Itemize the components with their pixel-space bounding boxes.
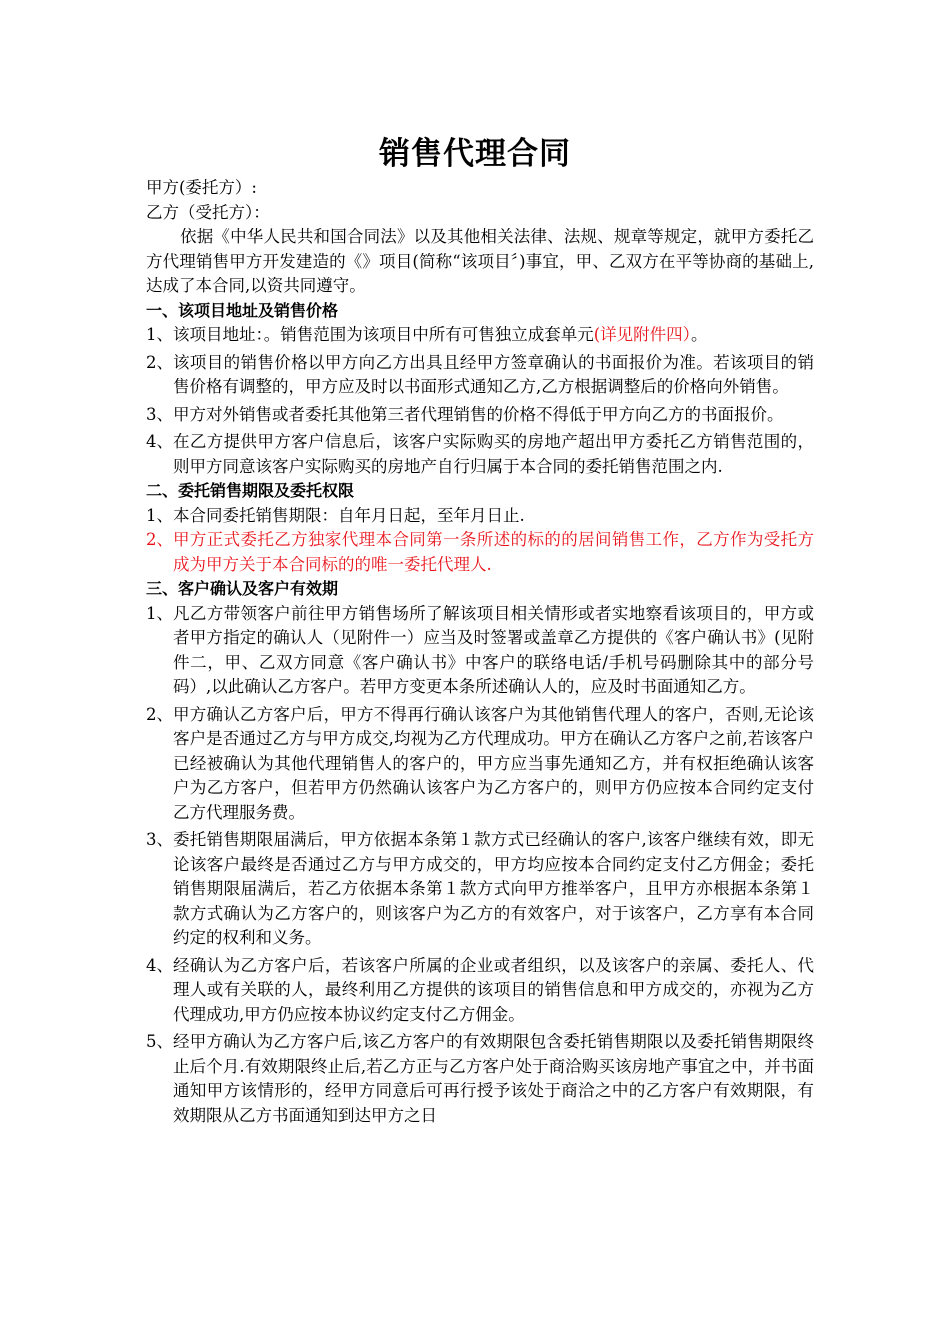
section-heading: 三、客户确认及客户有效期 [146, 579, 339, 598]
item-number: 2、 [146, 530, 173, 549]
contract-body [146, 176, 814, 1128]
list-item [146, 1030, 814, 1128]
item-number: 1、 [146, 325, 173, 344]
item-number: 1、 [146, 505, 173, 525]
item-number: 3、 [146, 404, 173, 424]
item-text: 本合同委托销售期限：自年月日起，至年月日止. [173, 505, 525, 525]
list-item [146, 504, 814, 529]
list-item [146, 828, 814, 951]
preamble-paragraph: 依据《中华人民共和国合同法》以及其他相关法律、法规、规章等规定，就甲方委托乙方代理销售甲方开发建造的《》项目(简称“该项目〞)事宜，甲、乙双方在平等协商的基础上,达成了本合同,以资共同遵守。 [146, 227, 814, 295]
item-text: 该项目的销售价格以甲方向乙方出具且经甲方签章确认的书面报价为准。若该项目的销售价格有调整的，甲方应及时以书面形式通知乙方,乙方根据调整后的价格向外销售。 [173, 352, 814, 396]
party-a-line: 甲方(委托方）: [146, 178, 257, 197]
page-title: 销售代理合同 [379, 136, 571, 172]
section-1 [146, 299, 814, 480]
item-text: 该项目地址：。销售范围为该项目中所有可售独立成套单元(详见附件四）。 [173, 325, 708, 344]
list-item [146, 602, 814, 700]
section-3 [146, 577, 814, 1128]
list-item [146, 528, 814, 577]
item-number: 2、 [146, 704, 173, 724]
item-number: 2、 [146, 352, 173, 372]
item-text: 经甲方确认为乙方客户后,该乙方客户的有效期限包含委托销售期限以及委托销售期限终止后个月.有效期限终止后,若乙方正与乙方客户处于商洽购买该房地产事宜之中，并书面通知甲方该情形的，经甲方同意后可再行授予该处于商洽之中的乙方客户有效期限，有效期限从乙方书面通知到达甲方之日 [173, 1032, 814, 1125]
item-text: 甲方对外销售或者委托其他第三者代理销售的价格不得低于甲方向乙方的书面报价。 [173, 404, 784, 424]
list-item [146, 351, 814, 400]
party-b-line: 乙方（受托方）： [146, 202, 270, 222]
item-text: 甲方确认乙方客户后，甲方不得再行确认该客户为其他销售代理人的客户，否则,无论该客户是否通过乙方与甲方成交,均视为乙方代理成功。甲方在确认乙方客户之前,若该客户已经被确认为其他代理销售人的客户的，甲方应当事先通知乙方，并有权拒绝确认该客户为乙方客户，但若甲方仍然确认该客户为乙方客户的，则甲方仍应按本合同约定支付乙方代理服务费。 [173, 704, 814, 822]
list-item [146, 323, 814, 348]
item-text: 凡乙方带领客户前往甲方销售场所了解该项目相关情形或者实地察看该项目的，甲方或者甲方指定的确认人（见附件一）应当及时签署或盖章乙方提供的《客户确认书》(见附件二，甲、乙双方同意《客户确认书》中客户的联络电话/手机号码删除其中的部分号码）,以此确认乙方客户。若甲方变更本条所述确认人的，应及时书面通知乙方。 [173, 603, 814, 696]
item-number: 5、 [146, 1032, 173, 1051]
item-text: 经确认为乙方客户后，若该客户所属的企业或者组织，以及该客户的亲属、委托人、代理人或有关联的人，最终利用乙方提供的该项目的销售信息和甲方成交的，亦视为乙方代理成功,甲方仍应按本协议约定支付乙方佣金。 [173, 955, 814, 1024]
list-item [146, 703, 814, 826]
list-item [146, 954, 814, 1028]
item-text: 在乙方提供甲方客户信息后，该客户实际购买的房地产超出甲方委托乙方销售范围的，则甲方同意该客户实际购买的房地产自行归属于本合同的委托销售范围之内. [173, 432, 814, 476]
item-number: 4、 [146, 955, 173, 975]
section-heading: 一、该项目地址及销售价格 [146, 300, 339, 320]
list-item [146, 430, 814, 479]
list-item [146, 403, 814, 428]
item-number: 3、 [146, 830, 173, 849]
red-annotation: (详见附件四） [593, 325, 691, 344]
item-number: 1、 [146, 603, 173, 623]
section-2 [146, 479, 814, 577]
section-heading: 二、委托销售期限及委托权限 [146, 481, 355, 500]
item-text: 委托销售期限届满后，甲方依据本条第１款方式已经确认的客户,该客户继续有效，即无论该客户最终是否通过乙方与甲方成交的，甲方均应按本合同约定支付乙方佣金；委托销售期限届满后，若乙方依据本条第１款方式向甲方推举客户，且甲方亦根据本条第１款方式确认为乙方客户的，则该客户为乙方的有效客户，对于该客户，乙方享有本合同约定的权利和义务。 [173, 830, 814, 947]
item-text: 甲方正式委托乙方独家代理本合同第一条所述的标的的居间销售工作，乙方作为受托方成为甲方关于本合同标的的唯一委托代理人. [173, 530, 814, 574]
item-number: 4、 [146, 432, 173, 451]
